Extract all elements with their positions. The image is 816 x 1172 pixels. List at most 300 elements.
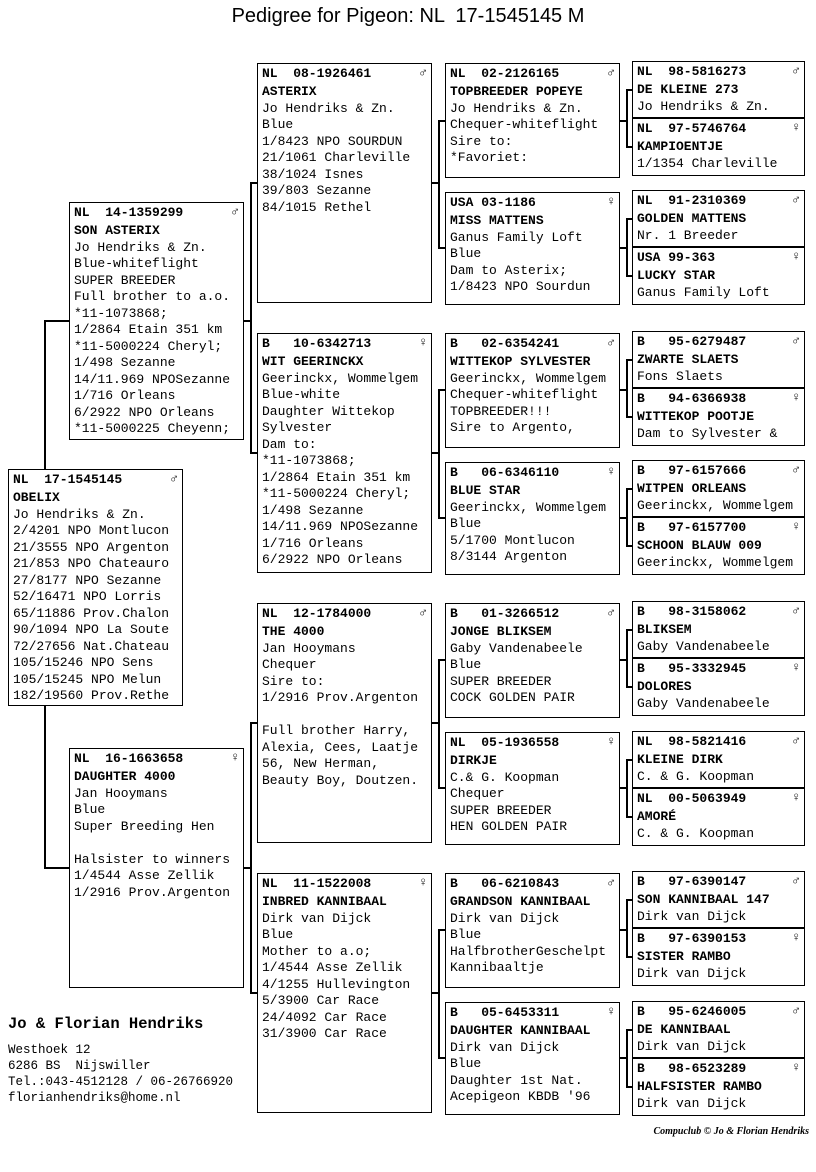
box-info-lines: [450, 911, 615, 977]
box-header: [637, 120, 800, 138]
info-line: Alexia, Cees, Laatje: [262, 739, 419, 755]
connector-vline: [626, 759, 628, 818]
pedigree-box-wittekop-sylvester: [445, 333, 620, 448]
info-line: Dirk van Dijck: [637, 908, 747, 924]
info-line: Dirk van Dijck: [262, 910, 372, 926]
info-line: *11-1073868;: [74, 305, 168, 321]
info-line: Geerinckx, Wommelgem: [637, 497, 794, 513]
box-info-lines: [637, 99, 800, 116]
info-line: Jan Hooymans: [262, 640, 356, 656]
info-line: 27/8177 NPO Sezanne: [13, 572, 162, 588]
pigeon-name: KAMPIOENTJE: [637, 139, 723, 154]
info-line: Ganus Family Loft: [450, 229, 583, 245]
pigeon-name: DE KLEINE 273: [637, 82, 739, 97]
box-header: [74, 750, 239, 768]
box-header: [637, 192, 800, 210]
info-line: 5/1700 Montlucon: [450, 532, 575, 548]
pedigree-box-de-kleine-273: [632, 61, 805, 118]
box-header: [637, 1003, 800, 1021]
info-line: Dam to:: [262, 436, 317, 452]
info-line: SUPER BREEDER: [74, 272, 176, 288]
box-info-lines: [450, 500, 615, 566]
pigeon-name: DE KANNIBAAL: [637, 1022, 731, 1037]
connector-vline: [626, 899, 628, 958]
ring-number: B 95-3332945: [637, 661, 747, 676]
pedigree-box-de-kannibaal: [632, 1001, 805, 1058]
box-info-lines: [450, 371, 615, 437]
box-header: [637, 733, 800, 751]
info-line: Full brother Harry,: [262, 723, 411, 738]
connector-vline: [626, 359, 628, 418]
pedigree-box-bliksem: [632, 601, 805, 658]
box-header: [262, 875, 427, 893]
info-line: Fons Slaets: [637, 368, 723, 384]
box-header: [637, 1060, 800, 1078]
box-header: [637, 790, 800, 808]
info-line: 56, New Herman,: [262, 756, 380, 771]
info-line: Super Breeding Hen: [74, 818, 215, 834]
connector-vline: [250, 722, 252, 994]
connector-vline: [44, 320, 46, 470]
ring-number: NL 11-1522008: [262, 876, 372, 891]
box-header: [74, 204, 239, 222]
pigeon-name: GOLDEN MATTENS: [637, 211, 747, 226]
ring-number: B 97-6157666: [637, 463, 747, 478]
female-icon: ♀: [792, 790, 800, 805]
pigeon-name: TOPBREEDER POPEYE: [450, 84, 583, 99]
info-line: Chequer: [262, 657, 317, 672]
box-info-lines: [637, 769, 800, 786]
info-line: 14/11.969 NPOSezanne: [74, 371, 231, 387]
info-line: Sire to Argento,: [450, 420, 575, 435]
pigeon-name: SON ASTERIX: [74, 223, 160, 238]
info-line: 182/19560 Prov.Rethe: [13, 688, 170, 703]
male-icon: ♂: [607, 335, 615, 350]
box-info-lines: [637, 285, 800, 302]
pedigree-box-daughter-kannibaal: [445, 1002, 620, 1115]
info-line: 1/2864 Etain 351 km: [74, 322, 223, 337]
ring-number: B 97-6390147: [637, 874, 747, 889]
info-line: 14/11.969 NPOSezanne: [262, 519, 419, 534]
male-icon: ♂: [231, 204, 239, 219]
box-header: [13, 471, 178, 489]
ring-number: USA 03-1186: [450, 195, 536, 210]
pigeon-name: WITTEKOP SYLVESTER: [450, 354, 591, 369]
info-line: 72/27656 Nat.Chateau: [13, 638, 170, 654]
info-line: 24/4092 Car Race: [262, 1009, 387, 1025]
ring-number: NL 02-2126165: [450, 66, 560, 81]
info-line: Sire to:: [262, 673, 325, 689]
box-header: [450, 1004, 615, 1022]
contact-city: 6286 BS Nijswiller: [8, 1059, 151, 1073]
pedigree-box-dirkje: [445, 732, 620, 845]
ring-number: B 10-6342713: [262, 336, 372, 351]
info-line: *11-5000224 Cheryl;: [262, 486, 411, 501]
info-line: [74, 835, 239, 852]
box-header: [637, 603, 800, 621]
info-line: C. & G. Koopman: [637, 768, 755, 784]
box-header: [450, 65, 615, 83]
info-line: 84/1015 Rethel: [262, 199, 372, 215]
box-info-lines: [450, 641, 615, 707]
info-line: 105/15246 NPO Sens: [13, 655, 154, 670]
info-line: Gaby Vandenabeele: [637, 638, 770, 654]
info-line: 105/15245 NPO Melun: [13, 671, 162, 687]
male-icon: ♂: [419, 605, 427, 620]
info-line: Geerinckx, Wommelgem: [262, 370, 419, 386]
info-line: Beauty Boy, Doutzen.: [262, 772, 419, 788]
ring-number: B 98-6523289: [637, 1061, 747, 1076]
connector-hline: [44, 320, 70, 322]
ring-number: NL 17-1545145: [13, 472, 123, 487]
pedigree-box-wit-geerinckx: [257, 333, 432, 573]
info-line: 8/3144 Argenton: [450, 549, 568, 564]
pigeon-name: OBELIX: [13, 490, 60, 505]
info-line: Blue: [450, 927, 482, 942]
pedigree-box-kleine-dirk: [632, 731, 805, 788]
pedigree-box-the-4000: [257, 603, 432, 843]
info-line: *Favoriet:: [450, 150, 529, 165]
female-icon: ♀: [792, 519, 800, 534]
info-line: Dirk van Dijck: [450, 1039, 560, 1055]
ring-number: B 02-6354241: [450, 336, 560, 351]
ring-number: NL 12-1784000: [262, 606, 372, 621]
info-line: Blue: [450, 1056, 482, 1071]
female-icon: ♀: [792, 249, 800, 264]
info-line: Jan Hooymans: [74, 785, 168, 801]
box-header: [262, 335, 427, 353]
box-info-lines: [637, 498, 800, 515]
info-line: 4/1255 Hullevington: [262, 976, 411, 992]
info-line: 1/498 Sezanne: [74, 355, 176, 370]
info-line: 1/8423 NPO Sourdun: [450, 279, 591, 294]
box-header: [637, 930, 800, 948]
box-header: [637, 333, 800, 351]
info-line: 1/2916 Prov.Argenton: [262, 690, 419, 705]
box-info-lines: [637, 966, 800, 983]
info-line: COCK GOLDEN PAIR: [450, 690, 575, 705]
ring-number: NL 05-1936558: [450, 735, 560, 750]
box-info-lines: [262, 101, 427, 217]
info-line: Dirk van Dijck: [450, 910, 560, 926]
connector-vline: [438, 660, 440, 789]
female-icon: ♀: [792, 660, 800, 675]
ring-number: NL 14-1359299: [74, 205, 184, 220]
box-info-lines: [74, 786, 239, 902]
male-icon: ♂: [607, 875, 615, 890]
pigeon-name: SCHOON BLAUW 009: [637, 538, 762, 553]
info-line: Geerinckx, Wommelgem: [450, 370, 607, 386]
info-line: 65/11886 Prov.Chalon: [13, 605, 170, 621]
connector-vline: [44, 706, 46, 869]
pigeon-name: SON KANNIBAAL 147: [637, 892, 770, 907]
connector-vline: [438, 390, 440, 519]
box-header: [637, 390, 800, 408]
ring-number: B 95-6246005: [637, 1004, 747, 1019]
info-line: Gaby Vandenabeele: [637, 695, 770, 711]
pedigree-box-miss-mattens: [445, 192, 620, 305]
connector-vline: [626, 218, 628, 277]
info-line: 1/498 Sezanne: [262, 502, 364, 518]
ring-number: B 95-6279487: [637, 334, 747, 349]
info-line: 2/4201 NPO Montlucon: [13, 523, 170, 538]
pigeon-name: KLEINE DIRK: [637, 752, 723, 767]
connector-vline: [626, 1029, 628, 1088]
box-info-lines: [262, 911, 427, 1043]
info-line: Jo Hendriks & Zn.: [74, 239, 207, 255]
box-info-lines: [637, 555, 800, 572]
ring-number: USA 99-363: [637, 250, 716, 265]
info-line: Geerinckx, Wommelgem: [450, 499, 607, 515]
pigeon-name: DOLORES: [637, 679, 692, 694]
box-info-lines: [637, 639, 800, 656]
info-line: Chequer: [450, 786, 505, 801]
pedigree-box-son-kannibaal-147: [632, 871, 805, 928]
info-line: Blue: [74, 802, 106, 817]
pedigree-box-sister-rambo: [632, 928, 805, 986]
info-line: SUPER BREEDER: [450, 673, 552, 689]
pedigree-box-obelix: [8, 469, 183, 706]
male-icon: ♂: [419, 65, 427, 80]
box-info-lines: [13, 507, 178, 705]
info-line: Daughter 1st Nat.: [450, 1072, 583, 1088]
pigeon-name: DAUGHTER 4000: [74, 769, 176, 784]
info-line: Jo Hendriks & Zn.: [450, 100, 583, 116]
info-line: Dirk van Dijck: [637, 965, 747, 981]
box-info-lines: [637, 228, 800, 245]
info-line: 52/16471 NPO Lorris: [13, 589, 162, 604]
info-line: 31/3900 Car Race: [262, 1026, 387, 1041]
box-header: [450, 194, 615, 212]
info-line: 90/1094 NPO La Soute: [13, 622, 170, 637]
info-line: 6/2922 NPO Orleans: [74, 404, 215, 420]
female-icon: ♀: [419, 335, 427, 350]
pedigree-box-amore: [632, 788, 805, 846]
box-header: [262, 65, 427, 83]
box-info-lines: [74, 240, 239, 438]
info-line: *11-5000225 Cheyenn;: [74, 421, 231, 436]
pedigree-box-jonge-bliksem: [445, 603, 620, 718]
male-icon: ♂: [792, 603, 800, 618]
info-line: C. & G. Koopman: [637, 825, 755, 841]
pigeon-name: WITPEN ORLEANS: [637, 481, 747, 496]
female-icon: ♀: [792, 120, 800, 135]
connector-vline: [438, 929, 440, 1059]
pigeon-name: WIT GEERINCKX: [262, 354, 364, 369]
info-line: Dirk van Dijck: [637, 1038, 747, 1054]
ring-number: NL 98-5821416: [637, 734, 747, 749]
info-line: Dam to Sylvester &: [637, 425, 778, 441]
info-line: 1/2864 Etain 351 km: [262, 469, 411, 485]
info-line: Sylvester: [262, 420, 333, 435]
pigeon-name: LUCKY STAR: [637, 268, 716, 283]
female-icon: ♀: [419, 875, 427, 890]
pedigree-box-inbred-kannibaal: [257, 873, 432, 1113]
connector-vline: [438, 120, 440, 249]
contact-email: florianhendriks@home.nl: [8, 1091, 181, 1105]
pedigree-box-lucky-star: [632, 247, 805, 305]
pigeon-name: DIRKJE: [450, 753, 497, 768]
info-line: Kannibaaltje: [450, 960, 544, 975]
pedigree-box-witpen-orleans: [632, 460, 805, 517]
pigeon-name: JONGE BLIKSEM: [450, 624, 552, 639]
info-line: 1/716 Orleans: [74, 388, 176, 403]
box-info-lines: [262, 371, 427, 569]
female-icon: ♀: [792, 930, 800, 945]
box-info-lines: [450, 101, 615, 167]
contact-block: [8, 1015, 233, 1106]
info-line: Gaby Vandenabeele: [450, 640, 583, 656]
pigeon-name: WITTEKOP POOTJE: [637, 409, 755, 424]
pedigree-box-dolores: [632, 658, 805, 716]
info-line: Jo Hendriks & Zn.: [262, 100, 395, 116]
box-info-lines: [637, 909, 800, 926]
info-line: 39/803 Sezanne: [262, 183, 372, 198]
info-line: Blue-white: [262, 387, 341, 402]
info-line: C.& G. Koopman: [450, 769, 560, 785]
pigeon-name: BLIKSEM: [637, 622, 692, 637]
male-icon: ♂: [607, 605, 615, 620]
box-info-lines: [637, 826, 800, 843]
box-info-lines: [637, 1039, 800, 1056]
pigeon-name: ZWARTE SLAETS: [637, 352, 739, 367]
female-icon: ♀: [607, 734, 615, 749]
ring-number: NL 08-1926461: [262, 66, 372, 81]
male-icon: ♂: [792, 1003, 800, 1018]
box-header: [637, 249, 800, 267]
pedigree-box-halfsister-rambo: [632, 1058, 805, 1116]
info-line: Nr. 1 Breeder: [637, 227, 739, 243]
info-line: Blue: [262, 117, 294, 132]
pigeon-name: DAUGHTER KANNIBAAL: [450, 1023, 591, 1038]
pigeon-name: MISS MATTENS: [450, 213, 544, 228]
pigeon-name: ASTERIX: [262, 84, 317, 99]
male-icon: ♂: [792, 733, 800, 748]
info-line: 1/716 Orleans: [262, 535, 364, 551]
pedigree-box-kampioentje: [632, 118, 805, 176]
info-line: Blue: [450, 246, 482, 261]
info-line: 21/3555 NPO Argenton: [13, 539, 170, 555]
box-info-lines: [450, 770, 615, 836]
pigeon-name: GRANDSON KANNIBAAL: [450, 894, 591, 909]
box-header: [450, 464, 615, 482]
page-title: Pedigree for Pigeon: NL 17-1545145 M: [231, 5, 585, 27]
box-header: [450, 605, 615, 623]
info-line: Blue: [262, 927, 294, 942]
box-header: [637, 873, 800, 891]
info-line: HalfbrotherGeschelpt: [450, 943, 607, 959]
info-line: 21/1061 Charleville: [262, 150, 411, 165]
female-icon: ♀: [607, 1004, 615, 1019]
box-header: [637, 660, 800, 678]
pedigree-box-grandson-kannibaal: [445, 873, 620, 988]
pedigree-box-son-asterix: [69, 202, 244, 440]
female-icon: ♀: [792, 1060, 800, 1075]
male-icon: ♂: [792, 873, 800, 888]
info-line: Chequer-whiteflight: [450, 387, 599, 402]
male-icon: ♂: [170, 471, 178, 486]
box-header: [637, 63, 800, 81]
pedigree-box-asterix: [257, 63, 432, 303]
female-icon: ♀: [231, 750, 239, 765]
ring-number: NL 00-5063949: [637, 791, 747, 806]
pigeon-name: THE 4000: [262, 624, 325, 639]
box-header: [450, 875, 615, 893]
info-line: Ganus Family Loft: [637, 284, 770, 300]
info-line: Dirk van Dijck: [637, 1095, 747, 1111]
female-icon: ♀: [792, 390, 800, 405]
box-header: [450, 335, 615, 353]
pedigree-box-topbreeder-popeye: [445, 63, 620, 178]
box-info-lines: [450, 230, 615, 296]
ring-number: B 05-6453311: [450, 1005, 560, 1020]
info-line: Blue: [450, 516, 482, 531]
male-icon: ♂: [792, 333, 800, 348]
contact-street: Westhoek 12: [8, 1043, 91, 1057]
info-line: Acepigeon KBDB '96: [450, 1089, 591, 1104]
box-info-lines: [637, 1096, 800, 1113]
ring-number: B 06-6210843: [450, 876, 560, 891]
box-info-lines: [637, 696, 800, 713]
info-line: Sire to:: [450, 133, 513, 149]
pedigree-box-golden-mattens: [632, 190, 805, 247]
box-header: [637, 519, 800, 537]
female-icon: ♀: [607, 194, 615, 209]
ring-number: B 94-6366938: [637, 391, 747, 406]
ring-number: B 97-6157700: [637, 520, 747, 535]
ring-number: NL 97-5746764: [637, 121, 747, 136]
info-line: TOPBREEDER!!!: [450, 403, 552, 419]
info-line: 5/3900 Car Race: [262, 993, 380, 1008]
info-line: HEN GOLDEN PAIR: [450, 819, 568, 834]
pedigree-box-wittekop-pootje: [632, 388, 805, 446]
connector-vline: [626, 488, 628, 547]
info-line: *11-5000224 Cheryl;: [74, 338, 223, 354]
box-header: [637, 462, 800, 480]
connector-vline: [626, 89, 628, 148]
info-line: 1/2916 Prov.Argenton: [74, 884, 231, 900]
info-line: SUPER BREEDER: [450, 802, 552, 818]
pigeon-name: SISTER RAMBO: [637, 949, 731, 964]
info-line: Geerinckx, Wommelgem: [637, 554, 794, 570]
connector-hline: [44, 867, 70, 869]
info-line: Blue: [450, 657, 482, 672]
ring-number: B 97-6390153: [637, 931, 747, 946]
female-icon: ♀: [607, 464, 615, 479]
info-line: 1/1354 Charleville: [637, 155, 778, 171]
info-line: Dam to Asterix;: [450, 262, 568, 278]
info-line: 21/853 NPO Chateauro: [13, 556, 170, 571]
info-line: 1/4544 Asse Zellik: [74, 868, 215, 883]
info-line: Halsister to winners: [74, 851, 231, 867]
info-line: Jo Hendriks & Zn.: [13, 506, 146, 522]
pigeon-name: INBRED KANNIBAAL: [262, 894, 387, 909]
box-header: [262, 605, 427, 623]
info-line: 6/2922 NPO Orleans: [262, 552, 403, 567]
male-icon: ♂: [792, 63, 800, 78]
ring-number: B 06-6346110: [450, 465, 560, 480]
contact-phone: Tel.:043-4512128 / 06-26766920: [8, 1075, 234, 1089]
info-line: 1/4544 Asse Zellik: [262, 960, 403, 975]
ring-number: B 98-3158062: [637, 604, 747, 619]
info-line: [262, 707, 427, 724]
pedigree-box-blue-star: [445, 462, 620, 575]
footer-credit: Compuclub © Jo & Florian Hendriks: [653, 1126, 809, 1137]
pedigree-box-zwarte-slaets: [632, 331, 805, 388]
info-line: Daughter Wittekop: [262, 403, 395, 419]
connector-vline: [626, 629, 628, 688]
info-line: 38/1024 Isnes: [262, 166, 364, 182]
